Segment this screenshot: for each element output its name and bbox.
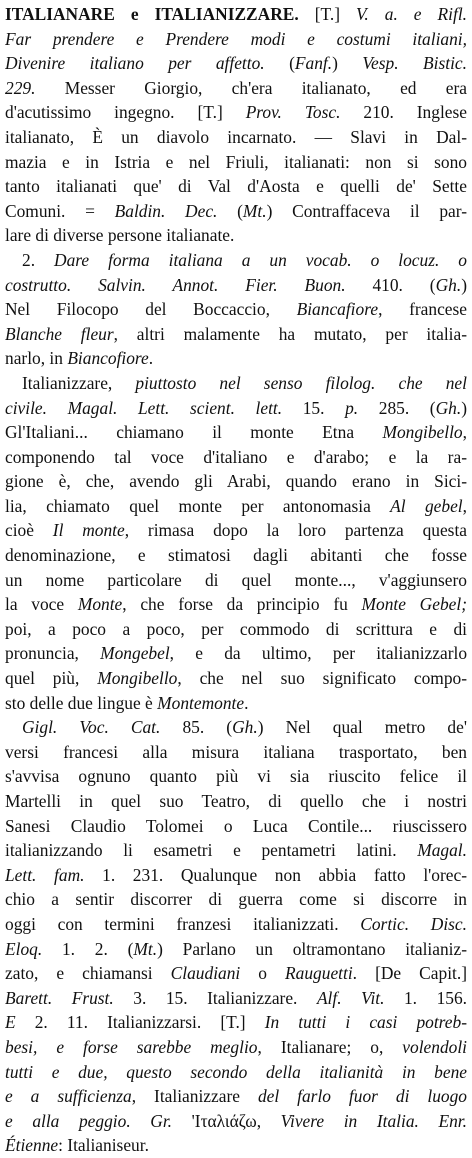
entry-line: [5, 27, 467, 52]
entry-line: [5, 641, 467, 666]
body-text: narlo, in: [5, 348, 68, 369]
entry-line: [5, 174, 467, 199]
entry-line: [5, 420, 467, 445]
entry-text-block: [5, 2, 467, 1158]
entry-line: [5, 814, 467, 839]
entry-line: [5, 273, 467, 298]
entry-line: [5, 789, 467, 814]
body-text: Martelli in quel suo Teatro, di quello che i nostri: [5, 791, 467, 811]
italic-text: del farlo fuor di luogo: [257, 1086, 467, 1107]
italic-text: e alla peggio. Gr.: [5, 1110, 173, 1131]
entry-line: [5, 912, 467, 937]
body-text: 1. 156.: [384, 987, 467, 1008]
entry-line: [5, 543, 467, 568]
italic-text: Il monte: [52, 520, 125, 541]
entry-line: [5, 838, 467, 863]
italic-text: Biancofiore: [67, 348, 149, 369]
entry-line: [5, 76, 467, 101]
italic-text: Magal.: [417, 840, 467, 861]
body-text: Comuni. =: [5, 200, 115, 221]
body-text: ): [332, 53, 363, 74]
body-text: componendo tal voce d'italiano e d'arabo; e la ra-: [5, 446, 467, 467]
italic-text: Prov. Tosc.: [245, 102, 341, 123]
entry-line: [5, 494, 467, 519]
entry-line: [5, 2, 467, 27]
entry-line: [5, 715, 467, 740]
body-text: ): [461, 274, 467, 295]
body-text: cioè: [5, 520, 53, 541]
body-text: chio a sentir discorrer di guerra come si discorre in: [5, 889, 467, 910]
body-text: 285. (: [358, 397, 436, 418]
body-text: , Italianizzare: [131, 1086, 258, 1107]
body-text: 2.: [22, 249, 55, 270]
body-text: italianato, È un diavolo incarnato. — Slavi in Dal-: [5, 126, 467, 147]
italic-text: Far prendere e Prendere modi e costumi italiani,: [5, 28, 467, 49]
body-text: italianizzando li esametri e pentametri latini.: [5, 840, 418, 861]
entry-line: [5, 1060, 467, 1085]
body-text: 85. (: [160, 717, 233, 738]
italic-text: E: [5, 1012, 16, 1033]
entry-line: [5, 322, 467, 347]
italic-text: Gh.: [232, 717, 258, 738]
entry-line: [5, 740, 467, 765]
body-text: 3. 15. Italianizzare.: [113, 987, 317, 1008]
body-text: versi francesi alla misura italiana trasportato, ben: [5, 741, 467, 762]
italic-text: Monte Gebel;: [361, 594, 467, 615]
italic-text: Mongibello: [382, 422, 463, 443]
body-text: 210. Inglese: [340, 102, 467, 123]
entry-line: [5, 297, 467, 322]
body-text: denominazione, e stimatosi dagli abitanti che fosse: [5, 545, 467, 566]
body-text: 2. 11. Italianizzarsi. [T.]: [15, 1012, 265, 1033]
body-text: lare di diverse persone italianate.: [5, 225, 235, 246]
body-text: . [De Capit.]: [352, 963, 467, 984]
body-text: Sanesi Claudio Tolomei o Luca Contile... riuscissero: [5, 815, 467, 836]
entry-line: [5, 764, 467, 789]
italic-text: Montemonte: [157, 692, 245, 713]
body-text: 1. 231. Qualunque non abbia fatto l'orec-: [84, 864, 467, 885]
body-text: , e da ultimo, per italianizzarlo: [169, 643, 467, 664]
body-text: , che forse da principio fu: [122, 594, 362, 615]
italic-text: Al gebel: [390, 495, 463, 516]
body-text: ): [461, 397, 467, 418]
body-text: Italianizzare,: [22, 372, 136, 393]
entry-line: [5, 1010, 467, 1035]
italic-text: Mongibello: [97, 668, 178, 689]
entry-line: [5, 961, 467, 986]
italic-text: Cortic. Disc.: [360, 913, 467, 934]
italic-text: V. a. e Rifl.: [356, 4, 467, 24]
entry-line: [5, 199, 467, 224]
italic-text: Fanf.: [294, 53, 333, 74]
body-text: quel più,: [5, 668, 98, 689]
entry-line: [5, 371, 467, 396]
body-text: oggi con termini franzesi italianizzati.: [5, 913, 361, 934]
italic-text: civile. Magal. Lett. scient. lett.: [5, 397, 283, 418]
italic-text: e a sufficienza: [5, 1086, 132, 1107]
italic-text: Monte: [77, 594, 123, 615]
entry-line: [5, 691, 467, 716]
body-text: d'acutissimo ingegno. [T.]: [5, 102, 246, 123]
italic-text: Divenire italiano per affetto.: [5, 53, 265, 74]
body-text: ) Parlano un oltramontano italianiz-: [157, 938, 467, 959]
entry-line: [5, 986, 467, 1011]
italic-text: tutti e due, questo secondo della italianità in bene: [5, 1061, 467, 1082]
italic-text: In tutti i casi potreb-: [264, 1012, 467, 1033]
body-text: : Italianiseur.: [58, 1135, 149, 1156]
entry-line: [5, 863, 467, 888]
body-text: (: [217, 200, 243, 221]
italic-text: Alf. Vit.: [316, 987, 385, 1008]
italic-text: Dare forma italiana a un vocab. o locuz. o: [54, 249, 467, 270]
entry-line: [5, 248, 467, 273]
italic-text: Gigl. Voc. Cat.: [22, 717, 161, 738]
body-text: zato, e chiamansi: [5, 963, 171, 984]
body-text: o: [240, 963, 286, 984]
body-text: , altri malamente ha mutato, per italia-: [113, 323, 467, 344]
entry-line: [5, 1109, 467, 1134]
italic-text: Gh.: [435, 274, 462, 295]
entry-line: [5, 469, 467, 494]
body-text: , Italianare; o,: [257, 1036, 403, 1057]
body-text: 410. (: [345, 274, 436, 295]
italic-text: Gh.: [435, 397, 462, 418]
italic-text: piuttosto nel senso filolog. che nel: [135, 372, 467, 393]
entry-line: [5, 592, 467, 617]
entry-line: [5, 100, 467, 125]
body-text: , che nel suo significato compo-: [177, 668, 467, 689]
body-text: Gl'Italiani... chiamano il monte Etna: [5, 422, 383, 443]
italic-text: Claudiani: [170, 963, 241, 984]
body-text: la voce: [5, 594, 78, 615]
entry-line: [5, 518, 467, 543]
headword: ITALIANARE e ITALIANIZZARE.: [5, 4, 299, 24]
body-text: sto delle due lingue è: [5, 692, 158, 713]
body-text: poi, a poco a poco, per commodo di scrittura e di: [5, 618, 467, 639]
entry-line: [5, 887, 467, 912]
body-text: un nome particolare di quel monte..., v'aggiunsero: [5, 569, 467, 590]
italic-text: besi, e forse sarebbe meglio: [5, 1036, 258, 1057]
body-text: .: [244, 692, 249, 713]
entry-line: [5, 51, 467, 76]
entry-line: [5, 1084, 467, 1109]
entry-line: [5, 1133, 467, 1158]
body-text: (: [264, 53, 295, 74]
entry-line: [5, 346, 467, 371]
entry-line: [5, 396, 467, 421]
italic-text: p.: [345, 397, 359, 418]
entry-line: [5, 445, 467, 470]
entry-line: [5, 617, 467, 642]
italic-text: Étienne: [5, 1135, 59, 1156]
italic-text: Baldin. Dec.: [114, 200, 218, 221]
body-text: , francese: [378, 299, 467, 320]
italic-text: Mt.: [242, 200, 267, 221]
body-text: 15.: [282, 397, 346, 418]
entry-line: [5, 223, 467, 248]
body-text: [T.]: [298, 4, 357, 24]
entry-line: [5, 666, 467, 691]
body-text: lia, chiamato quel monte per antonomasia: [5, 495, 391, 516]
body-text: , rimasa dopo la loro partenza questa: [124, 520, 467, 541]
body-text: .: [148, 348, 154, 369]
body-text: ,: [462, 422, 467, 443]
italic-text: Eloq.: [5, 938, 43, 959]
body-text: ) Contraffaceva il par-: [266, 200, 467, 221]
body-text: 'Ιταλιάζω,: [172, 1110, 281, 1131]
italic-text: Lett. fam.: [5, 864, 85, 885]
italic-text: 229.: [5, 77, 36, 98]
body-text: s'avvisa ognuno quanto più vi sia riuscito felice il: [5, 766, 467, 787]
italic-text: Mt.: [133, 938, 158, 959]
body-text: ) Nel qual metro de': [257, 717, 467, 738]
entry-line: [5, 937, 467, 962]
entry-line: [5, 150, 467, 175]
italic-text: Blanche fleur: [5, 323, 114, 344]
entry-line: [5, 568, 467, 593]
italic-text: costrutto. Salvin. Annot. Fier. Buon.: [5, 274, 346, 295]
body-text: 1. 2. (: [42, 938, 134, 959]
italic-text: Biancafiore: [296, 299, 379, 320]
body-text: gione è, che, avendo gli Arabi, quando erano in Sici-: [5, 471, 467, 492]
body-text: tanto italianati que' di Val d'Aosta e quelli de' Sette: [5, 176, 467, 197]
italic-text: Barett. Frust.: [5, 987, 114, 1008]
italic-text: volendoli: [402, 1036, 467, 1057]
body-text: Messer Giorgio, ch'era italianato, ed era: [35, 77, 467, 98]
body-text: mazia e in Istria e nel Friuli, italianati: non si sono: [5, 151, 467, 172]
body-text: ,: [462, 495, 467, 516]
body-text: pronuncia,: [5, 643, 101, 664]
entry-line: [5, 1035, 467, 1060]
italic-text: Rauguetti: [285, 963, 353, 984]
italic-text: Vesp. Bistic.: [362, 53, 467, 74]
italic-text: Mongebel: [100, 643, 170, 664]
body-text: Nel Filocopo del Boccaccio,: [5, 299, 297, 320]
italic-text: Vivere in Italia. Enr.: [280, 1110, 467, 1131]
entry-line: [5, 125, 467, 150]
